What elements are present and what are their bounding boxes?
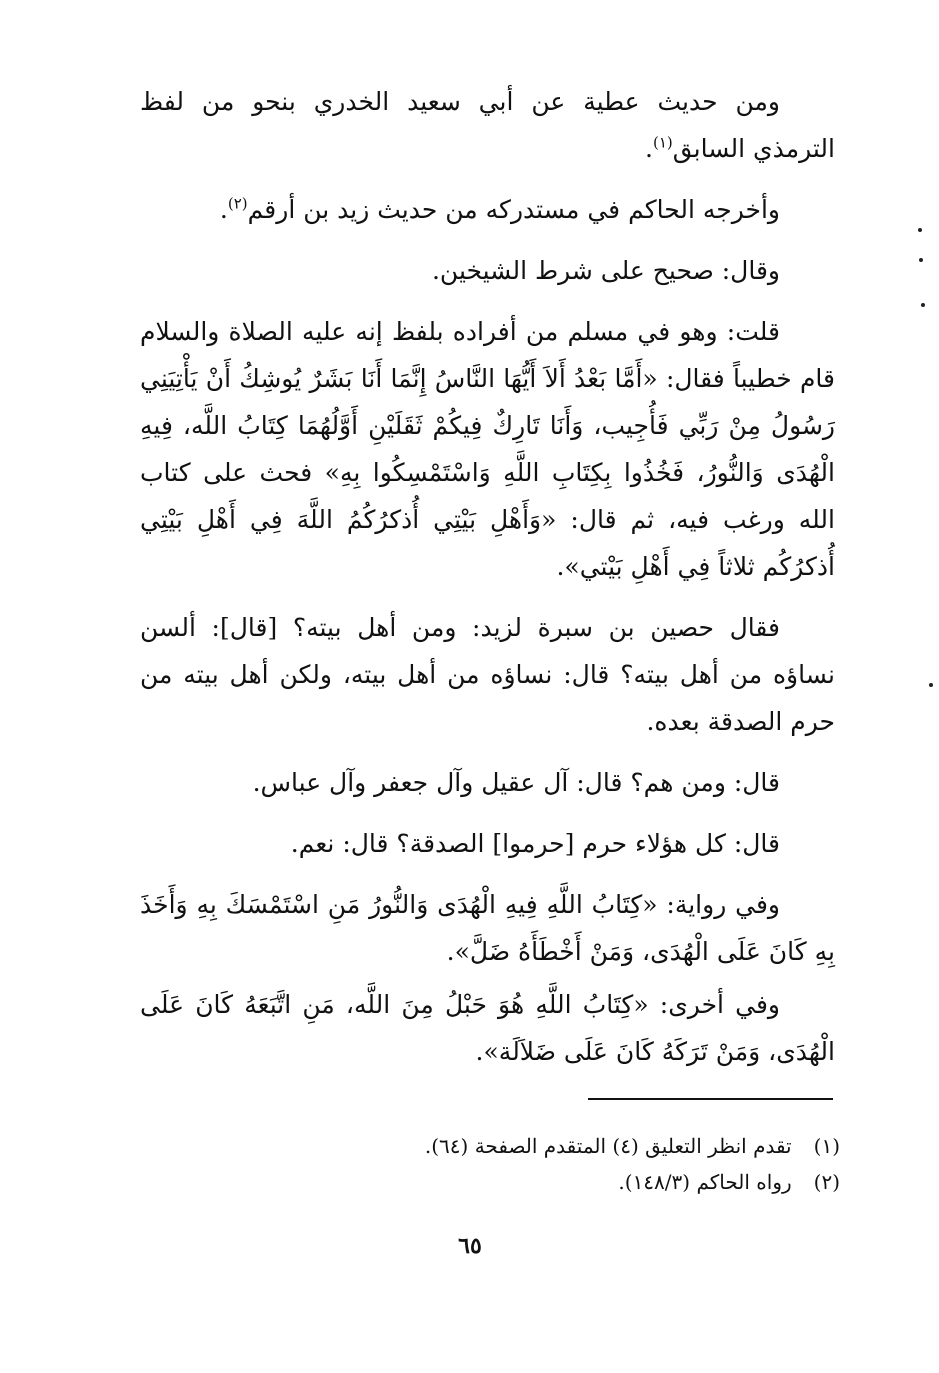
paragraph-2-end: . bbox=[219, 195, 228, 224]
paragraph-2-text: وأخرجه الحاكم في مستدركه من حديث زيد بن أرقم bbox=[247, 195, 780, 224]
page-number: ٦٥ bbox=[458, 1233, 482, 1259]
footnote-divider bbox=[588, 1098, 833, 1100]
paragraph-1-end: . bbox=[645, 134, 653, 163]
footnote-2-text: رواه الحاكم (١٤٨/٣). bbox=[618, 1170, 792, 1194]
footnote-2-number: (٢) bbox=[813, 1170, 840, 1194]
footnote-ref-2: (٢) bbox=[227, 194, 248, 213]
footnote-1-text: تقدم انظر التعليق (٤) المتقدم الصفحة (٦٤). bbox=[424, 1134, 792, 1158]
paragraph-7: قال: كل هؤلاء حرم [حرموا] الصدقة؟ قال: نعم. bbox=[290, 829, 780, 858]
scan-speck bbox=[921, 303, 925, 307]
paragraph-5: فقال حصين بن سبرة لزيد: ومن أهل بيته؟ [قال]: ألسن نساؤه من أهل بيته؟ قال: نساؤه من أهل بيته، ولكن أهل بيته من حرم الصدقة بعده. bbox=[140, 613, 835, 736]
scan-speck bbox=[929, 683, 933, 687]
paragraph-6: قال: ومن هم؟ قال: آل عقيل وآل جعفر وآل عباس. bbox=[252, 768, 780, 797]
paragraph-2 bbox=[140, 186, 835, 233]
paragraph-1-text: ومن حديث عطية عن أبي سعيد الخدري بنحو من لفظ الترمذي السابق bbox=[140, 87, 835, 163]
scan-speck bbox=[918, 228, 922, 232]
scan-speck bbox=[919, 258, 923, 262]
footnote-1-number: (١) bbox=[813, 1134, 840, 1158]
footnote-1 bbox=[380, 1128, 840, 1164]
main-text bbox=[140, 78, 835, 1089]
paragraph-1 bbox=[140, 78, 835, 172]
paragraph-3: وقال: صحيح على شرط الشيخين. bbox=[431, 256, 780, 285]
footnote-2 bbox=[380, 1164, 840, 1200]
paragraph-4: قلت: وهو في مسلم من أفراده بلفظ إنه عليه الصلاة والسلام قام خطيباً فقال: «أَمَّا بَعْدُ أَلاَ أَيُّهَا النَّاسُ إِنَّمَا أَنَا بَشَرٌ يُوشِكُ أَنْ يَأْتِيَنِي رَسُولُ مِنْ رَبِّي فَأُجِيب، وَأَنَا تَارِكٌ فِيكُمْ ثَقَلَيْنِ أَوَّلُهُمَا كِتَابُ اللَّه، فِيهِ الْهُدَى وَالنُّورُ، فَخُذُوا بِكِتَابِ اللَّهِ وَاسْتَمْسِكُوا بِهِ» فحث على كتاب الله ورغب فيه، ثم قال: «وَأَهْلِ بَيْتِي أُذكرُكُمُ اللَّهَ فِي أَهْلِ بَيْتِي أُذكرُكُم ثلاثاً فِي أَهْلِ بَيْتي». bbox=[140, 317, 836, 581]
paragraph-8: وفي رواية: «كِتَابُ اللَّهِ فِيهِ الْهُدَى وَالنُّورُ مَنِ اسْتَمْسَكَ بِهِ وَأَخَذَ بِهِ كَانَ عَلَى الْهُدَى، وَمَنْ أَخْطَأَهُ ضَلَّ». bbox=[140, 890, 835, 966]
footnotes bbox=[380, 1128, 840, 1200]
paragraph-9: وفي أخرى: «كِتَابُ اللَّهِ هُوَ حَبْلُ مِنَ اللَّه، مَنِ اتَّبَعَهُ كَانَ عَلَى الْهُدَى، وَمَنْ تَرَكَهُ كَانَ عَلَى ضَلاَلَة». bbox=[140, 990, 835, 1066]
footnote-ref-1: (١) bbox=[652, 133, 673, 152]
